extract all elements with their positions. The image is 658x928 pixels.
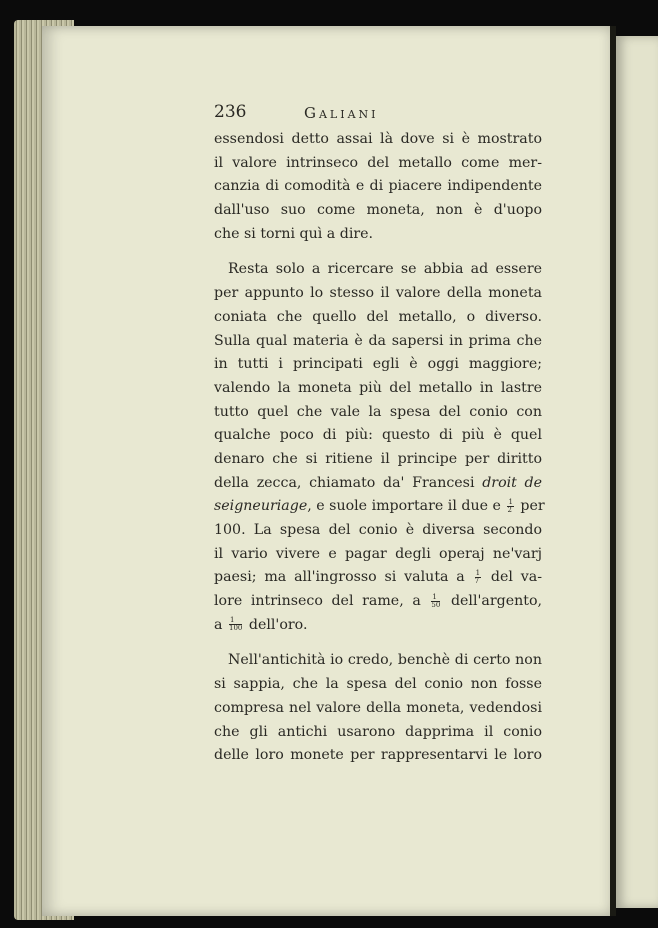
fraction bbox=[475, 570, 481, 585]
text-line: canzia di comodità e di piacere indipendente bbox=[214, 178, 542, 195]
text-run: per bbox=[520, 498, 545, 515]
page-text bbox=[214, 102, 545, 768]
text-line: il vario vivere e pagar degli operaj ne'varj bbox=[214, 545, 542, 562]
fraction-numerator: 1 bbox=[431, 594, 440, 602]
text-line: tutto quel che vale la spesa del conio con bbox=[214, 403, 542, 420]
text-line-zecca bbox=[214, 472, 542, 496]
text-line: valendo la moneta più del metallo in lastre bbox=[214, 379, 542, 396]
text-line: dall'uso suo come moneta, non è d'uopo bbox=[214, 202, 542, 219]
fraction-denominator: 100 bbox=[228, 624, 243, 633]
text-run: lore intrinseco del rame, a bbox=[214, 593, 421, 610]
text-line: Nell'antichità io credo, benchè di certo non bbox=[228, 652, 542, 669]
italic-term: droit de bbox=[482, 474, 543, 491]
text-line: delle loro monete per rappresentarvi le loro bbox=[214, 747, 542, 764]
text-line-lore bbox=[214, 590, 542, 614]
fraction bbox=[431, 594, 440, 609]
text-run: della zecca, chiamato da' Francesi bbox=[214, 474, 475, 491]
paragraph-2 bbox=[214, 258, 545, 637]
italic-term: seigneuriage bbox=[214, 498, 308, 515]
text-line: che si torni quì a dire. bbox=[214, 225, 374, 242]
facing-page-edge bbox=[616, 36, 658, 908]
text-run: paesi; ma all'ingrosso si valuta a bbox=[214, 569, 465, 586]
running-head: Galiani bbox=[304, 104, 379, 122]
text-run: dell'oro. bbox=[248, 616, 308, 633]
text-line: in tutti i principati egli è oggi maggiore; bbox=[214, 356, 542, 373]
paragraph-1 bbox=[214, 128, 542, 246]
text-line: per appunto lo stesso il valore della moneta bbox=[214, 285, 542, 302]
text-line: il valore intrinseco del metallo come mer- bbox=[214, 154, 542, 171]
fraction bbox=[229, 617, 242, 632]
text-line-paesi bbox=[214, 566, 542, 590]
text-line: Sulla qual materia è da sapersi in prima che bbox=[214, 332, 542, 349]
page-header bbox=[214, 102, 542, 128]
text-line: coniata che quello del metallo, o diverso. bbox=[214, 308, 542, 325]
text-run: dell'argento, bbox=[450, 593, 543, 610]
text-line-seigneuriage bbox=[214, 495, 545, 519]
text-line: compresa nel valore della moneta, vedendosi bbox=[214, 699, 542, 716]
text-line: essendosi detto assai là dove si è mostrato bbox=[214, 131, 542, 147]
fraction-numerator: 1 bbox=[229, 617, 242, 625]
fraction-denominator: 2 bbox=[507, 505, 512, 514]
text-line: che gli antichi usarono dapprima il conio bbox=[214, 723, 542, 740]
text-line-oro bbox=[214, 614, 542, 638]
text-line: Resta solo a ricercare se abbia ad essere bbox=[228, 261, 542, 278]
text-run: del va- bbox=[490, 569, 542, 586]
text-run: , e suole importare il due e bbox=[307, 498, 501, 515]
page-number: 236 bbox=[214, 102, 247, 122]
text-run: a bbox=[214, 616, 223, 633]
text-line: si sappia, che la spesa del conio non fosse bbox=[214, 676, 542, 693]
fraction-numerator: 1 bbox=[508, 497, 513, 506]
fraction-denominator: 7 bbox=[474, 576, 480, 585]
text-line: qualche poco di più: questo di più è quel bbox=[214, 427, 542, 444]
text-line: 100. La spesa del conio è diversa secondo bbox=[214, 522, 542, 538]
fraction-numerator: 1 bbox=[475, 568, 481, 577]
fraction-denominator: 50 bbox=[431, 600, 441, 609]
fraction bbox=[507, 499, 513, 514]
text-line: denaro che si ritiene il principe per diritto bbox=[214, 450, 542, 467]
paragraph-3 bbox=[214, 649, 542, 767]
